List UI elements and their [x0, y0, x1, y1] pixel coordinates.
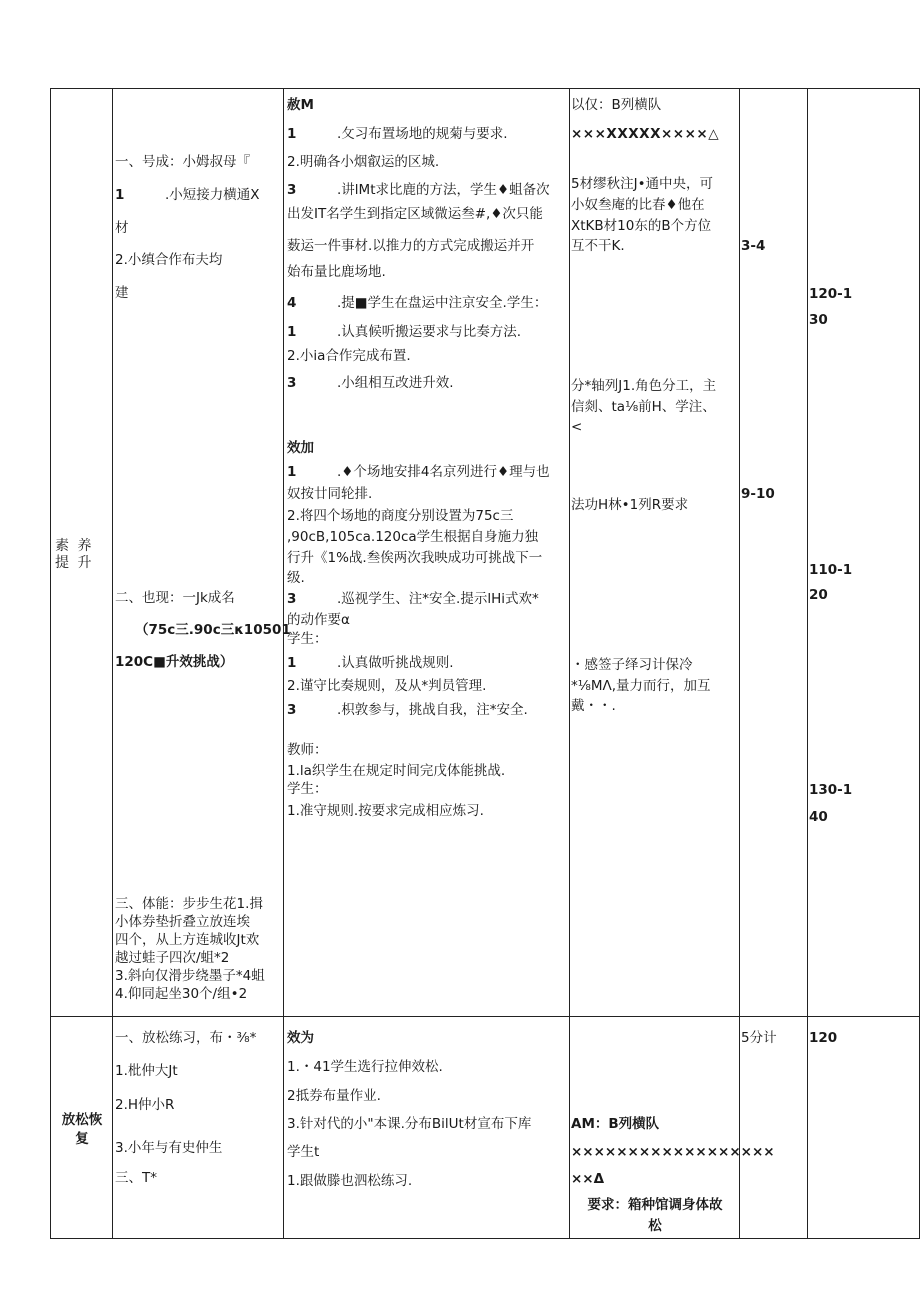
methods-line: 4 .提■学生在盘运中注京安全.学生：: [287, 295, 548, 311]
heart-rate-value: 120: [809, 1030, 838, 1046]
row-relaxation-recovery: [51, 1017, 920, 1239]
methods-line: ,90cB,105ca.120ca学生根据自身施力独: [287, 529, 539, 545]
organization-line: <: [571, 419, 583, 435]
content-item: 一、号成：小姆叔母『: [115, 154, 250, 170]
formation-line: ××Δ: [571, 1171, 605, 1187]
heart-rate-value: 30: [809, 312, 828, 328]
formation-line: ××××××××××××××××××: [571, 1144, 775, 1160]
content-item: 三、T*: [115, 1170, 157, 1186]
organization-cell: [570, 89, 740, 1017]
organization-line: XtKB材10东的B个方位: [571, 218, 712, 234]
content-cell: [113, 89, 291, 1017]
methods-line: 薮运一件事材.以推力的方式完成搬运并开: [287, 238, 535, 254]
section-label-line1: 放松恢: [61, 1112, 103, 1128]
methods-line: 2抵券布量作业.: [287, 1088, 381, 1104]
organization-line: 5材缪秋注J•通中央，可: [571, 176, 714, 192]
organization-line: 信剡、ta⅛前H、学注、: [571, 399, 716, 415]
lesson-plan-table: [50, 88, 920, 1239]
organization-line: ・感签子绎习计保冷: [571, 657, 693, 673]
methods-cell: [284, 89, 570, 1017]
time-value: 9-10: [741, 486, 775, 502]
methods-line: 出发IT名学生到指定区域微运叁#,♦次只能: [287, 206, 543, 222]
content-item: 小体券垫折叠立放连埃: [115, 914, 250, 930]
organization-line: *⅛MΛ,量力而行，加互: [571, 678, 711, 694]
methods-cell: [284, 1017, 570, 1239]
methods-line: 1.跟做滕也泗松练习.: [287, 1173, 413, 1189]
section-label-line2: 复: [75, 1131, 89, 1147]
content-item: 2.小缜合作布夫均: [115, 252, 223, 268]
methods-line: 1 .认真做听挑战规则.: [287, 655, 454, 671]
methods-heading: 赦M: [287, 97, 314, 113]
formation-line: ×××XXXXX××××△: [571, 126, 720, 142]
heart-rate-value: 130-1: [809, 782, 853, 798]
methods-heading: 效为: [287, 1030, 314, 1046]
organization-line: 小奴叁庵的比春♦他在: [571, 197, 705, 213]
methods-line: 学生t: [287, 1144, 320, 1160]
methods-line: 1.准守规则.按要求完成相应炼习.: [287, 803, 484, 819]
methods-line: 2.谨守比奏规则，及从*判员管理.: [287, 678, 487, 694]
methods-line: 级.: [287, 570, 305, 586]
content-item: 1 .小短接力横通X: [115, 187, 260, 203]
content-item: 3.小年与有史仲生: [115, 1140, 223, 1156]
organization-line: 互不干K.: [571, 238, 625, 254]
content-item: 建: [115, 285, 129, 301]
methods-line: 教师：: [287, 742, 328, 758]
content-item: （75c三.90c三κ10501: [135, 622, 291, 638]
heart-rate-value: 40: [809, 809, 828, 825]
time-cell: [740, 1017, 808, 1239]
methods-line: 1.・41学生选行拉伸效松.: [287, 1059, 443, 1075]
methods-line: 2.明确各小烟叡运的区城.: [287, 154, 440, 170]
heart-rate-value: 20: [809, 587, 828, 603]
heart-rate-value: 110-1: [809, 562, 853, 578]
heart-rate-cell: [808, 1017, 920, 1239]
methods-line: 学生：: [287, 781, 328, 797]
organization-line: 戴・・.: [571, 698, 616, 714]
content-item: 一、放松练习，布・⅜*: [115, 1030, 257, 1046]
section-label-cell: [51, 1017, 113, 1239]
heart-rate-cell: [808, 89, 920, 1017]
content-item: 4.仰同起坐30个/组•2: [115, 986, 248, 1002]
methods-line: 1 .攵习布置场地的规菊与要求.: [287, 126, 508, 142]
organization-line: 分*轴列J1.角色分工，主: [571, 378, 717, 394]
content-cell: [113, 1017, 284, 1239]
content-item: 1.枇仲大Jt: [115, 1063, 178, 1079]
methods-line: 3 .小组相互改进升效.: [287, 375, 454, 391]
organization-line: 法功H林•1列R要求: [571, 497, 689, 513]
content-item: 材: [115, 220, 129, 236]
content-item: 120C■升效挑战）: [115, 654, 234, 670]
time-value: 3-4: [741, 238, 766, 254]
methods-line: 1 .♦个场地安排4名京列进行♦理与也: [287, 464, 550, 480]
methods-line: 2.小ia合作完成布置.: [287, 348, 411, 364]
content-item: 三、体能：步步生花1.揖: [115, 896, 263, 912]
heart-rate-value: 120-1: [809, 286, 853, 302]
organization-line: AM：B列横队: [571, 1116, 660, 1132]
content-item: 越过蛙子四次/蛆*2: [115, 950, 230, 966]
section-label-line1: 素 养: [55, 538, 94, 554]
requirement-line: 松: [648, 1218, 662, 1234]
methods-line: 3.针对代的小"本课.分布BilUt材宣布下库: [287, 1116, 532, 1132]
row-fitness-improvement: [51, 89, 920, 1017]
section-label-cell: [51, 89, 113, 1017]
methods-line: 3 .讲lMt求比鹿的方法，学生♦蛆备次: [287, 182, 550, 198]
content-item: 二、也现：一Jk成名: [115, 590, 235, 606]
time-value: 5分计: [741, 1030, 777, 1046]
methods-line: 行升《1%战.叁俟两次我映成功可挑战下一: [287, 550, 543, 566]
methods-heading: 效加: [287, 440, 314, 456]
methods-line: 始布量比鹿场地.: [287, 264, 386, 280]
content-item: 四个，从上方连城收Jt欢: [115, 932, 260, 948]
content-item: 3.斜向仅滑步绕墨子*4蛆: [115, 968, 265, 984]
methods-line: 的动作要α: [287, 612, 350, 628]
time-cell: [740, 89, 808, 1017]
requirement-line: 要求：箱种馆调身体故: [587, 1197, 723, 1213]
methods-line: 学生：: [287, 631, 328, 647]
section-label-line2: 提 升: [55, 555, 94, 571]
content-item: 2.H仲小R: [115, 1097, 175, 1113]
methods-line: 3 .巡视学生、注*安全.提示lHi式欢*: [287, 591, 539, 607]
methods-line: 3 .枳敦参与，挑战自我，注*安全.: [287, 702, 528, 718]
organization-line: 以仅：B列横队: [571, 97, 662, 113]
methods-line: 1.la织学生在规定时间完戊体能挑战.: [287, 763, 506, 779]
methods-line: 2.将四个场地的商度分别设置为75c三: [287, 508, 514, 524]
methods-line: 奴按廿同轮排.: [287, 486, 373, 502]
methods-line: 1 .认真候听搬运要求与比奏方法.: [287, 324, 522, 340]
